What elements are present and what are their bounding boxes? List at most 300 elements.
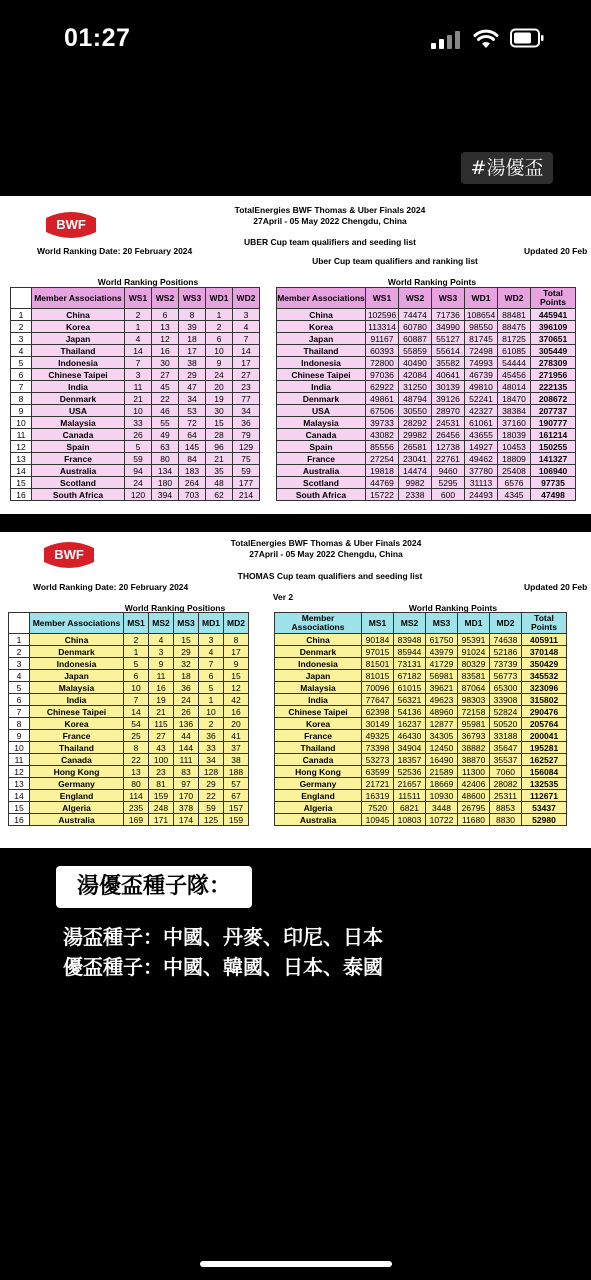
country-name: Denmark (30, 646, 124, 658)
table-row (277, 357, 576, 369)
ranking-position: 22 (199, 790, 224, 802)
ranking-points: 2338 (399, 489, 432, 501)
table-header-row (11, 288, 260, 309)
ranking-points: 81501 (362, 658, 394, 670)
country-name: Spain (32, 441, 125, 453)
row-number: 16 (9, 814, 30, 826)
ranking-points: 6821 (394, 802, 426, 814)
ranking-points: 91167 (366, 333, 399, 345)
ranking-position: 22 (152, 393, 179, 405)
country-name: South Africa (277, 489, 366, 501)
country-name: Indonesia (32, 357, 125, 369)
ranking-points: 26581 (399, 441, 432, 453)
table-row (277, 381, 576, 393)
column-header: MD2 (224, 613, 249, 634)
country-name: Australia (277, 465, 366, 477)
total-points: 271956 (531, 369, 576, 381)
table-row (9, 646, 249, 658)
ranking-position: 42 (224, 694, 249, 706)
table-row (275, 658, 567, 670)
row-number: 16 (11, 489, 32, 501)
total-points: 161214 (531, 429, 576, 441)
row-number: 7 (9, 706, 30, 718)
ranking-points: 7520 (362, 802, 394, 814)
ranking-points: 55614 (432, 345, 465, 357)
country-name: Indonesia (30, 658, 124, 670)
ranking-points: 85556 (366, 441, 399, 453)
ranking-points: 19818 (366, 465, 399, 477)
country-name: Korea (275, 718, 362, 730)
ranking-points: 88475 (498, 321, 531, 333)
ranking-position: 59 (199, 802, 224, 814)
ranking-points: 49462 (465, 453, 498, 465)
ranking-points: 30149 (362, 718, 394, 730)
table-row (11, 417, 260, 429)
country-name: England (275, 790, 362, 802)
ranking-points: 35582 (432, 357, 465, 369)
ranking-points: 10722 (426, 814, 458, 826)
ranking-position: 4 (149, 634, 174, 646)
ranking-points: 73398 (362, 742, 394, 754)
country-name: Denmark (275, 646, 362, 658)
ranking-points: 108654 (465, 309, 498, 321)
ranking-position: 29 (199, 778, 224, 790)
table-row (11, 321, 260, 333)
table-header-row (277, 288, 576, 309)
ranking-position: 183 (179, 465, 206, 477)
total-points: 345532 (522, 670, 567, 682)
ranking-points: 14474 (399, 465, 432, 477)
table-row (277, 405, 576, 417)
column-header: MD1 (199, 613, 224, 634)
country-name: Algeria (275, 802, 362, 814)
table-row (11, 333, 260, 345)
ranking-position: 17 (233, 357, 260, 369)
ranking-position: 34 (233, 405, 260, 417)
total-points: 53437 (522, 802, 567, 814)
ranking-points: 71736 (432, 309, 465, 321)
ranking-points: 55127 (432, 333, 465, 345)
total-points: 315802 (522, 694, 567, 706)
thomas-positions-table (8, 612, 249, 826)
row-number: 13 (9, 778, 30, 790)
ranking-points: 52824 (490, 706, 522, 718)
row-number: 3 (11, 333, 32, 345)
total-points: 350429 (522, 658, 567, 670)
table-row (277, 441, 576, 453)
ranking-position: 3 (125, 369, 152, 381)
ranking-position: 80 (124, 778, 149, 790)
row-number: 8 (9, 718, 30, 730)
table-row (9, 706, 249, 718)
ranking-points: 46739 (465, 369, 498, 381)
ranking-position: 36 (174, 682, 199, 694)
thomas-ranking-date: World Ranking Date: 20 February 2024 (33, 582, 189, 592)
ranking-position: 180 (152, 477, 179, 489)
row-number: 1 (11, 309, 32, 321)
row-number: 1 (9, 634, 30, 646)
ranking-points: 56981 (426, 670, 458, 682)
table-row (9, 790, 249, 802)
table-row (9, 634, 249, 646)
table-row (275, 646, 567, 658)
ranking-points: 7060 (490, 766, 522, 778)
table-header-row (275, 613, 567, 634)
ranking-points: 63599 (362, 766, 394, 778)
uber-updated: Updated 20 Feb (524, 246, 588, 256)
ranking-position: 18 (179, 333, 206, 345)
ranking-position: 24 (174, 694, 199, 706)
table-row (275, 706, 567, 718)
country-name: Malaysia (32, 417, 125, 429)
ranking-position: 145 (179, 441, 206, 453)
thomas-points-title: World Ranking Points (408, 603, 498, 613)
ranking-points: 22761 (432, 453, 465, 465)
ranking-points: 46430 (394, 730, 426, 742)
ranking-position: 3 (233, 309, 260, 321)
ranking-points: 24493 (465, 489, 498, 501)
country-name: Scotland (32, 477, 125, 489)
column-header: WS2 (152, 288, 179, 309)
ranking-position: 4 (199, 646, 224, 658)
column-header-member: Member Associations (32, 288, 125, 309)
ranking-position: 7 (125, 357, 152, 369)
table-row (11, 357, 260, 369)
total-points: 205764 (522, 718, 567, 730)
ranking-points: 90184 (362, 634, 394, 646)
ranking-position: 6 (206, 333, 233, 345)
wifi-icon (473, 27, 499, 49)
total-points: 97735 (531, 477, 576, 489)
ranking-position: 12 (152, 333, 179, 345)
ranking-position: 17 (179, 345, 206, 357)
ranking-position: 111 (174, 754, 199, 766)
ranking-points: 8853 (490, 802, 522, 814)
total-points: 405911 (522, 634, 567, 646)
ranking-position: 129 (233, 441, 260, 453)
header-blank (11, 288, 32, 309)
table-row (11, 369, 260, 381)
total-points: 290476 (522, 706, 567, 718)
ranking-position: 30 (152, 357, 179, 369)
row-number: 4 (11, 345, 32, 357)
thomas-subtitle: THOMAS Cup team qualifiers and seeding list (237, 571, 423, 581)
table-row (277, 369, 576, 381)
ranking-points: 80329 (458, 658, 490, 670)
total-points: 222135 (531, 381, 576, 393)
country-name: Chinese Taipei (277, 369, 366, 381)
ranking-points: 95981 (458, 718, 490, 730)
ranking-points: 9982 (399, 477, 432, 489)
table-row (277, 429, 576, 441)
ranking-points: 72498 (465, 345, 498, 357)
ranking-points: 31250 (399, 381, 432, 393)
ranking-points: 12877 (426, 718, 458, 730)
country-name: Australia (32, 465, 125, 477)
ranking-position: 16 (152, 345, 179, 357)
ranking-points: 73131 (394, 658, 426, 670)
ranking-points: 60780 (399, 321, 432, 333)
home-indicator[interactable] (200, 1261, 392, 1267)
ranking-points: 97015 (362, 646, 394, 658)
country-name: India (32, 381, 125, 393)
ranking-points: 25408 (498, 465, 531, 477)
ranking-position: 24 (125, 477, 152, 489)
ranking-position: 19 (149, 694, 174, 706)
uber-positions-table (10, 287, 260, 501)
table-row (11, 381, 260, 393)
ranking-points: 39126 (432, 393, 465, 405)
ranking-points: 23041 (399, 453, 432, 465)
ranking-points: 67182 (394, 670, 426, 682)
ranking-position: 46 (152, 405, 179, 417)
column-header: MS1 (362, 613, 394, 634)
ranking-points: 61061 (465, 417, 498, 429)
ranking-position: 36 (233, 417, 260, 429)
table-row (11, 345, 260, 357)
total-points: 141327 (531, 453, 576, 465)
table-row (11, 393, 260, 405)
ranking-points: 38384 (498, 405, 531, 417)
ranking-position: 33 (125, 417, 152, 429)
country-name: South Africa (32, 489, 125, 501)
country-name: China (275, 634, 362, 646)
ranking-position: 171 (149, 814, 174, 826)
ranking-position: 4 (125, 333, 152, 345)
country-name: Korea (32, 321, 125, 333)
ranking-position: 21 (206, 453, 233, 465)
ranking-position: 7 (124, 694, 149, 706)
table-row (275, 682, 567, 694)
ranking-position: 12 (224, 682, 249, 694)
country-name: Japan (30, 670, 124, 682)
ranking-position: 72 (179, 417, 206, 429)
table-row (9, 754, 249, 766)
ranking-points: 600 (432, 489, 465, 501)
country-name: England (30, 790, 124, 802)
row-number: 12 (11, 441, 32, 453)
total-points: 150255 (531, 441, 576, 453)
ranking-position: 15 (224, 670, 249, 682)
ranking-position: 9 (149, 658, 174, 670)
uber-points-title: World Ranking Points (387, 277, 477, 287)
ranking-points: 4345 (498, 489, 531, 501)
caption-heading: 湯優盃種子隊： (56, 866, 252, 908)
column-header: WD2 (498, 288, 531, 309)
total-points: 207737 (531, 405, 576, 417)
ranking-points: 42084 (399, 369, 432, 381)
ranking-points: 11680 (458, 814, 490, 826)
ranking-position: 24 (206, 369, 233, 381)
ranking-position: 5 (124, 658, 149, 670)
ranking-points: 6576 (498, 477, 531, 489)
ranking-position: 8 (224, 634, 249, 646)
uber-ranking-date: World Ranking Date: 20 February 2024 (37, 246, 193, 256)
country-name: Australia (30, 814, 124, 826)
country-name: Denmark (277, 393, 366, 405)
thomas-dates: 27April - 05 May 2022 Chengdu, China (249, 549, 403, 559)
ranking-position: 38 (179, 357, 206, 369)
ranking-position: 44 (174, 730, 199, 742)
ranking-points: 54136 (394, 706, 426, 718)
table-row (9, 682, 249, 694)
table-row (275, 718, 567, 730)
total-points: 195281 (522, 742, 567, 754)
ranking-points: 85944 (394, 646, 426, 658)
ranking-position: 17 (224, 646, 249, 658)
country-name: Chinese Taipei (32, 369, 125, 381)
country-name: Malaysia (277, 417, 366, 429)
column-header: MS1 (124, 613, 149, 634)
thomas-updated: Updated 20 Feb (524, 582, 588, 592)
uber-positions-title: World Ranking Positions (97, 277, 199, 287)
status-bar (0, 0, 591, 80)
table-row (275, 790, 567, 802)
ranking-points: 26795 (458, 802, 490, 814)
cellular-signal-icon (431, 31, 463, 49)
ranking-position: 6 (152, 309, 179, 321)
ranking-position: 177 (233, 477, 260, 489)
country-name: Scotland (277, 477, 366, 489)
ranking-position: 128 (199, 766, 224, 778)
country-name: India (275, 694, 362, 706)
country-name: Thailand (30, 742, 124, 754)
column-header: MS2 (149, 613, 174, 634)
ranking-points: 34305 (426, 730, 458, 742)
ranking-points: 12450 (426, 742, 458, 754)
ranking-points: 91024 (458, 646, 490, 658)
ranking-points: 67506 (366, 405, 399, 417)
ranking-points: 18039 (498, 429, 531, 441)
ranking-points: 18357 (394, 754, 426, 766)
column-header: WS1 (366, 288, 399, 309)
ranking-points: 16319 (362, 790, 394, 802)
ranking-position: 20 (224, 718, 249, 730)
table-row (277, 417, 576, 429)
ranking-position: 34 (179, 393, 206, 405)
row-number: 8 (11, 393, 32, 405)
ranking-points: 81745 (465, 333, 498, 345)
ranking-position: 6 (199, 670, 224, 682)
country-name: USA (277, 405, 366, 417)
ranking-points: 48794 (399, 393, 432, 405)
country-name: Chinese Taipei (30, 706, 124, 718)
country-name: France (32, 453, 125, 465)
ranking-position: 10 (124, 682, 149, 694)
ranking-position: 75 (233, 453, 260, 465)
ranking-position: 57 (224, 778, 249, 790)
ranking-points: 12738 (432, 441, 465, 453)
ranking-position: 703 (179, 489, 206, 501)
ranking-points: 33908 (490, 694, 522, 706)
table-row (275, 634, 567, 646)
column-header-member: Member Associations (275, 613, 362, 634)
table-row (277, 465, 576, 477)
ranking-position: 48 (206, 477, 233, 489)
ranking-position: 25 (124, 730, 149, 742)
status-time: 01:27 (64, 24, 131, 52)
ranking-position: 6 (124, 670, 149, 682)
table-row (9, 730, 249, 742)
column-header: WS2 (399, 288, 432, 309)
ranking-points: 42327 (465, 405, 498, 417)
uber-seeds-line: 優盃種子：中國、韓國、日本、泰國 (63, 955, 383, 979)
ranking-points: 49623 (426, 694, 458, 706)
table-row (277, 345, 576, 357)
row-number: 12 (9, 766, 30, 778)
ranking-points: 10945 (362, 814, 394, 826)
ranking-position: 134 (152, 465, 179, 477)
ranking-points: 72800 (366, 357, 399, 369)
column-header: WD1 (465, 288, 498, 309)
ranking-position: 2 (199, 718, 224, 730)
ranking-points: 18809 (498, 453, 531, 465)
uber-cup-sheet (0, 196, 591, 514)
ranking-position: 83 (174, 766, 199, 778)
country-name: Japan (275, 670, 362, 682)
ranking-position: 5 (199, 682, 224, 694)
total-points: 200041 (522, 730, 567, 742)
ranking-points: 73739 (490, 658, 522, 670)
ranking-position: 7 (233, 333, 260, 345)
row-number: 5 (9, 682, 30, 694)
table-row (11, 477, 260, 489)
ranking-position: 14 (124, 706, 149, 718)
ranking-points: 35647 (490, 742, 522, 754)
country-name: Malaysia (275, 682, 362, 694)
ranking-points: 41729 (426, 658, 458, 670)
country-name: Hong Kong (30, 766, 124, 778)
ranking-position: 29 (179, 369, 206, 381)
ranking-position: 96 (206, 441, 233, 453)
ranking-points: 28970 (432, 405, 465, 417)
ranking-points: 48960 (426, 706, 458, 718)
ranking-position: 157 (224, 802, 249, 814)
row-number: 10 (11, 417, 32, 429)
ranking-points: 95391 (458, 634, 490, 646)
ranking-position: 28 (206, 429, 233, 441)
bwf-logo-icon (42, 536, 96, 574)
column-header: WS3 (432, 288, 465, 309)
country-name: USA (32, 405, 125, 417)
table-row (275, 742, 567, 754)
country-name: Denmark (32, 393, 125, 405)
ranking-points: 37780 (465, 465, 498, 477)
ranking-points: 52186 (490, 646, 522, 658)
ranking-points: 98303 (458, 694, 490, 706)
ranking-position: 26 (125, 429, 152, 441)
country-name: Japan (32, 333, 125, 345)
ranking-position: 32 (174, 658, 199, 670)
thomas-version: Ver 2 (272, 592, 294, 602)
country-name: Canada (30, 754, 124, 766)
ranking-points: 21721 (362, 778, 394, 790)
ranking-points: 52241 (465, 393, 498, 405)
ranking-points: 98550 (465, 321, 498, 333)
table-row (9, 694, 249, 706)
ranking-position: 115 (149, 718, 174, 730)
table-row (275, 778, 567, 790)
row-number: 2 (11, 321, 32, 333)
table-header-row (9, 613, 249, 634)
ranking-position: 8 (124, 742, 149, 754)
ranking-points: 16237 (394, 718, 426, 730)
total-points: 370148 (522, 646, 567, 658)
ranking-points: 34990 (432, 321, 465, 333)
thomas-cup-sheet (0, 532, 591, 848)
ranking-position: 79 (233, 429, 260, 441)
ranking-position: 34 (199, 754, 224, 766)
